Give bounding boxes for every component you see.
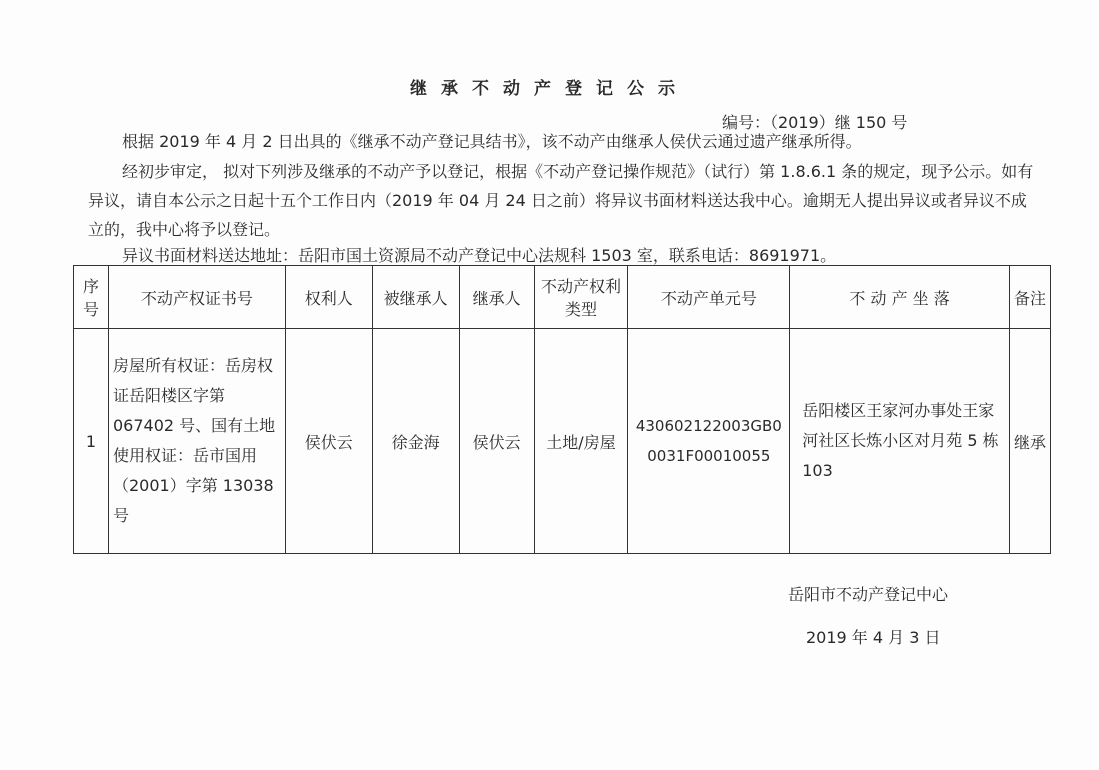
issue-date: 2019 年 4 月 3 日 [806,628,941,647]
header-location: 不 动 产 坐 落 [790,266,1010,329]
table-row [74,329,1051,554]
header-remark: 备注 [1009,266,1050,329]
cell-right-type: 土地/房屋 [534,329,628,554]
cell-decedent: 徐金海 [372,329,459,554]
cell-owner: 侯伏云 [285,329,372,554]
header-owner: 权利人 [285,266,372,329]
paragraph-address: 异议书面材料送达地址：岳阳市国土资源局不动产登记中心法规科 1503 室，联系电话：8691971。 [122,246,837,265]
cell-unit-no: 430602122003GB00031F00010055 [628,329,790,554]
table-header-row [74,266,1051,329]
issuing-organization: 岳阳市不动产登记中心 [788,585,949,604]
header-unit-no: 不动产单元号 [628,266,790,329]
cell-heir: 侯伏云 [459,329,534,554]
cell-cert-no: 房屋所有权证：岳房权证岳阳楼区字第 067402 号、国有土地使用权证：岳市国用（2001）字第 13038 号 [108,329,285,554]
cell-seq: 1 [74,329,109,554]
header-cert-no: 不动产权证书号 [108,266,285,329]
header-seq: 序号 [74,266,109,329]
paragraph-review: 经初步审定， 拟对下列涉及继承的不动产予以登记，根据《不动产登记操作规范》（试行）第 1.8.6.1 条的规定，现予公示。如有异议，请自本公示之日起十五个工作日内（2019 年 04 月 24 日之前）将异议书面材料送达我中心。逾期无人提出异议或者异议不成立的，我中心将予以登记。 [88,162,1034,239]
header-heir: 继承人 [459,266,534,329]
page-title: 继承不动产登记公示 [410,79,689,99]
cell-location: 岳阳楼区王家河办事处王家河社区长炼小区对月苑 5 栋 103 [790,329,1010,554]
paragraph-basis: 根据 2019 年 4 月 2 日出具的《继承不动产登记具结书》，该不动产由继承人侯伏云通过遗产继承所得。 [122,132,862,151]
header-right-type: 不动产权利类型 [534,266,628,329]
header-decedent: 被继承人 [372,266,459,329]
cell-remark: 继承 [1009,329,1050,554]
registration-table [73,265,1051,554]
document-number: 编号：（2019）继 150 号 [722,113,908,132]
